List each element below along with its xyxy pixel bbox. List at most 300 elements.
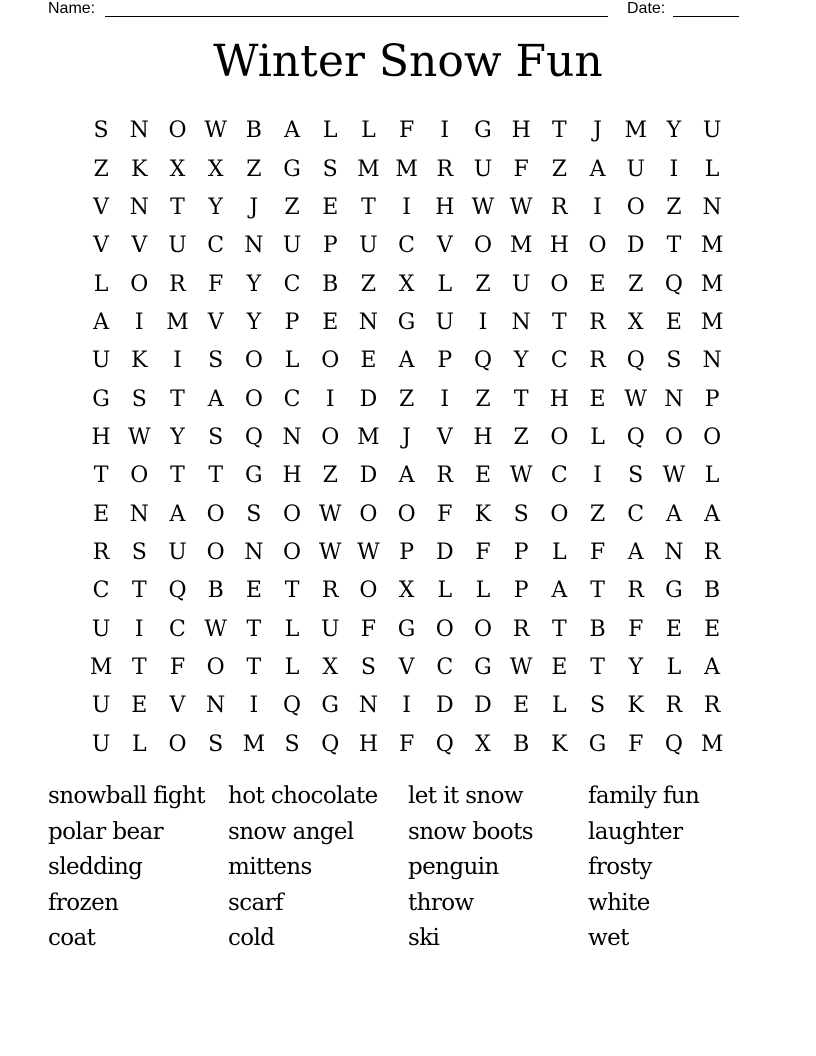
grid-letter: N [702, 194, 722, 220]
grid-letter: C [550, 463, 568, 489]
grid-letter: J [402, 424, 411, 450]
grid-letter: Y [246, 309, 262, 335]
grid-letter: S [131, 386, 147, 412]
grid-letter: C [550, 348, 568, 374]
grid-letter: V [93, 233, 110, 259]
grid-letter: N [282, 424, 302, 450]
grid-letter: Z [398, 386, 415, 412]
grid-letter: S [93, 118, 109, 144]
grid-letter: I [593, 463, 602, 489]
grid-letter: O [550, 271, 569, 297]
grid-letter: M [700, 271, 724, 297]
grid-letter: A [284, 118, 300, 144]
grid-letter: Y [666, 118, 682, 144]
grid-letter: B [322, 271, 339, 297]
grid-letter: O [397, 501, 416, 527]
grid-letter: O [703, 424, 722, 450]
grid-letter: P [284, 309, 300, 335]
grid-letter: O [550, 501, 569, 527]
grid-letter: E [93, 501, 110, 527]
grid-letter: O [283, 539, 302, 565]
grid-letter: C [436, 654, 454, 680]
grid-letter: Q [664, 271, 683, 297]
word-bank-item: frosty [588, 854, 652, 880]
grid-letter: W [624, 386, 648, 412]
grid-letter: H [549, 233, 569, 259]
grid-letter: E [665, 616, 682, 642]
grid-letter: I [134, 616, 144, 642]
grid-letter: M [357, 424, 380, 450]
grid-letter: I [134, 309, 144, 335]
grid-letter: E [322, 194, 339, 220]
grid-row [82, 265, 732, 303]
grid-letter: A [93, 309, 110, 335]
grid-letter: G [474, 118, 492, 144]
grid-letter: L [590, 424, 605, 450]
grid-letter: U [626, 156, 645, 182]
grid-letter: W [509, 194, 533, 220]
grid-letter: T [552, 118, 567, 144]
grid-letter: O [321, 424, 340, 450]
grid-letter: O [359, 578, 378, 604]
grid-row [82, 342, 732, 380]
grid-letter: A [704, 654, 721, 680]
grid-letter: S [284, 731, 300, 757]
grid-letter: U [91, 693, 111, 719]
grid-letter: U [91, 348, 111, 374]
grid-letter: E [513, 693, 530, 719]
grid-letter: D [435, 539, 454, 565]
grid-letter: A [169, 501, 186, 527]
grid-letter: U [511, 271, 531, 297]
grid-row [82, 457, 732, 495]
grid-letter: Z [322, 463, 338, 489]
grid-letter: M [624, 118, 647, 144]
grid-letter: S [208, 424, 224, 450]
grid-letter: A [704, 501, 721, 527]
grid-letter: W [662, 463, 686, 489]
grid-letter: H [511, 118, 531, 144]
grid-letter: L [284, 616, 300, 642]
grid-letter: Z [628, 271, 644, 297]
word-bank-item: family fun [588, 783, 700, 809]
grid-letter: O [664, 424, 683, 450]
grid-letter: W [204, 616, 227, 642]
grid-letter: S [208, 731, 224, 757]
grid-letter: O [321, 348, 340, 374]
word-bank-item: scarf [228, 889, 283, 916]
grid-row [82, 419, 732, 457]
grid-letter: E [474, 463, 491, 489]
grid-letter: N [129, 194, 149, 220]
grid-letter: O [244, 348, 263, 374]
grid-letter: L [361, 118, 376, 144]
grid-letter: E [322, 309, 339, 335]
word-bank-item: white [588, 889, 650, 916]
grid-letter: Z [589, 501, 606, 527]
grid-letter: E [245, 578, 262, 604]
grid-letter: H [91, 424, 111, 450]
grid-letter: C [207, 233, 225, 259]
grid-letter: Z [475, 386, 491, 412]
grid-letter: B [589, 616, 606, 642]
grid-letter: L [552, 693, 567, 719]
grid-letter: R [321, 578, 339, 604]
grid-letter: S [513, 501, 529, 527]
grid-letter: E [665, 309, 682, 335]
word-bank-item: cold [228, 925, 275, 951]
word-bank-item: wet [588, 925, 629, 951]
word-bank-item: let it snow [408, 783, 523, 809]
grid-letter: Z [666, 194, 682, 220]
grid-letter: O [473, 233, 492, 259]
grid-letter: I [593, 194, 602, 220]
grid-letter: T [131, 578, 147, 604]
grid-row [82, 380, 732, 418]
grid-letter: S [360, 654, 376, 680]
grid-letter: V [169, 693, 186, 719]
grid-letter: M [89, 654, 113, 680]
grid-row [82, 610, 732, 648]
grid-letter: A [665, 501, 682, 527]
grid-letter: N [511, 309, 531, 335]
grid-letter: O [359, 501, 378, 527]
grid-letter: L [704, 156, 720, 182]
grid-letter: X [169, 156, 186, 182]
grid-letter: X [398, 578, 415, 604]
grid-row [82, 227, 732, 265]
grid-letter: D [435, 693, 454, 719]
grid-letter: W [318, 501, 342, 527]
grid-letter: G [321, 693, 339, 719]
grid-letter: N [244, 233, 264, 259]
letter-grid [82, 112, 732, 764]
grid-letter: Z [551, 156, 567, 182]
grid-letter: M [242, 731, 266, 757]
grid-letter: O [626, 194, 645, 220]
grid-letter: T [170, 463, 185, 489]
grid-letter: R [703, 693, 721, 719]
grid-letter: H [358, 731, 378, 757]
grid-letter: N [664, 539, 684, 565]
grid-letter: A [627, 539, 644, 565]
grid-letter: F [437, 501, 453, 527]
grid-letter: D [359, 386, 378, 412]
grid-letter: N [206, 693, 226, 719]
grid-letter: F [398, 731, 415, 757]
grid-letter: R [92, 539, 110, 565]
word-bank-item: penguin [408, 854, 499, 880]
grid-letter: T [513, 386, 529, 412]
grid-letter: U [168, 539, 187, 565]
grid-letter: L [704, 463, 720, 489]
grid-letter: T [246, 616, 262, 642]
grid-letter: C [283, 271, 301, 297]
grid-letter: Y [208, 194, 223, 220]
grid-letter: R [627, 578, 644, 604]
word-bank-item: ski [408, 925, 440, 951]
grid-row [82, 726, 732, 764]
grid-letter: U [282, 233, 302, 259]
grid-letter: O [168, 118, 187, 144]
grid-letter: C [398, 233, 416, 259]
grid-letter: F [513, 156, 529, 182]
word-bank-item: hot chocolate [228, 783, 378, 809]
grid-letter: Q [626, 424, 645, 450]
grid-letter: G [283, 156, 301, 182]
grid-letter: Z [513, 424, 529, 450]
grid-letter: T [361, 194, 376, 220]
grid-letter: T [666, 233, 682, 259]
grid-letter: Z [475, 271, 491, 297]
grid-letter: E [704, 616, 721, 642]
grid-letter: M [700, 233, 724, 259]
grid-letter: W [357, 539, 380, 565]
grid-row [82, 304, 732, 342]
grid-letter: L [475, 578, 491, 604]
grid-letter: B [704, 578, 721, 604]
grid-letter: L [93, 271, 109, 297]
word-bank-item: mittens [228, 854, 312, 880]
grid-letter: N [664, 386, 684, 412]
grid-letter: A [589, 156, 606, 182]
grid-letter: O [550, 424, 569, 450]
grid-letter: P [437, 348, 453, 374]
grid-letter: U [91, 731, 111, 757]
grid-letter: P [399, 539, 414, 565]
word-bank-item: snow boots [408, 818, 533, 845]
grid-letter: O [130, 271, 149, 297]
grid-letter: G [474, 654, 492, 680]
grid-letter: T [246, 654, 262, 680]
grid-letter: F [628, 731, 644, 757]
grid-letter: L [322, 118, 338, 144]
grid-letter: V [398, 654, 415, 680]
grid-letter: M [700, 309, 724, 335]
grid-letter: C [169, 616, 186, 642]
grid-letter: X [322, 654, 339, 680]
grid-letter: P [704, 386, 720, 412]
grid-letter: O [130, 463, 149, 489]
word-bank-item: snowball fight [48, 783, 205, 809]
grid-letter: W [509, 654, 533, 680]
grid-letter: W [318, 539, 342, 565]
grid-letter: F [398, 118, 415, 144]
grid-letter: L [552, 539, 567, 565]
grid-letter: I [402, 194, 411, 220]
grid-letter: N [244, 539, 264, 565]
grid-letter: I [478, 309, 488, 335]
grid-letter: C [92, 578, 110, 604]
grid-letter: O [435, 616, 454, 642]
grid-letter: V [207, 309, 224, 335]
word-bank-item: snow angel [228, 818, 354, 845]
grid-letter: H [435, 194, 455, 220]
grid-letter: Q [244, 424, 263, 450]
grid-letter: E [589, 386, 606, 412]
grid-row [82, 687, 732, 725]
grid-letter: I [440, 118, 450, 144]
grid-letter: Y [170, 424, 185, 450]
grid-letter: P [513, 539, 529, 565]
grid-letter: M [166, 309, 189, 335]
grid-letter: L [437, 578, 453, 604]
grid-letter: U [702, 118, 722, 144]
grid-letter: F [360, 616, 377, 642]
grid-letter: F [589, 539, 606, 565]
grid-letter: X [475, 731, 491, 757]
grid-letter: K [131, 348, 148, 374]
grid-letter: T [590, 654, 605, 680]
grid-letter: T [93, 463, 109, 489]
grid-letter: W [204, 118, 227, 144]
grid-letter: K [474, 501, 492, 527]
grid-letter: L [666, 654, 682, 680]
grid-letter: O [283, 501, 302, 527]
grid-letter: X [627, 309, 644, 335]
grid-letter: B [207, 578, 224, 604]
grid-letter: U [435, 309, 455, 335]
header [48, 0, 748, 20]
grid-letter: K [627, 693, 644, 719]
grid-letter: N [358, 693, 379, 719]
grid-letter: T [131, 654, 147, 680]
grid-letter: R [436, 463, 454, 489]
grid-letter: T [552, 309, 567, 335]
grid-letter: O [206, 539, 225, 565]
grid-letter: R [665, 693, 683, 719]
grid-letter: T [208, 463, 223, 489]
grid-letter: I [173, 348, 182, 374]
grid-row [82, 495, 732, 533]
grid-letter: L [131, 731, 147, 757]
grid-letter: V [436, 233, 453, 259]
grid-letter: Q [435, 731, 454, 757]
grid-letter: G [92, 386, 110, 412]
grid-letter: G [665, 578, 683, 604]
grid-letter: W [127, 424, 151, 450]
grid-letter: M [357, 156, 380, 182]
grid-letter: N [702, 348, 722, 374]
word-bank-item: throw [408, 889, 474, 916]
grid-letter: V [93, 194, 110, 220]
grid-letter: E [589, 271, 606, 297]
grid-letter: K [131, 156, 148, 182]
grid-letter: H [282, 463, 302, 489]
grid-letter: W [471, 194, 495, 220]
grid-letter: H [549, 386, 569, 412]
grid-letter: U [359, 233, 378, 259]
grid-letter: E [131, 693, 148, 719]
grid-letter: O [168, 731, 187, 757]
name-blank-line [105, 16, 608, 17]
grid-letter: I [325, 386, 335, 412]
grid-letter: D [474, 693, 492, 719]
grid-letter: R [436, 156, 454, 182]
grid-letter: B [513, 731, 530, 757]
grid-letter: X [398, 271, 415, 297]
grid-letter: N [358, 309, 379, 335]
grid-letter: Q [168, 578, 187, 604]
grid-letter: T [170, 386, 185, 412]
grid-letter: G [245, 463, 263, 489]
grid-letter: S [322, 156, 338, 182]
grid-letter: M [509, 233, 533, 259]
grid-letter: R [589, 309, 606, 335]
grid-row [82, 649, 732, 687]
grid-letter: O [244, 386, 263, 412]
grid-letter: G [588, 731, 607, 757]
word-bank-item: coat [48, 925, 96, 951]
grid-letter: Z [246, 156, 262, 182]
date-label: Date: [627, 0, 666, 17]
grid-letter: Q [283, 693, 302, 719]
grid-letter: T [590, 578, 605, 604]
grid-letter: O [206, 501, 225, 527]
grid-letter: T [284, 578, 300, 604]
grid-letter: R [589, 348, 606, 374]
grid-letter: I [249, 693, 259, 719]
grid-letter: D [359, 463, 378, 489]
grid-letter: Y [628, 654, 643, 680]
grid-letter: U [320, 616, 340, 642]
grid-letter: T [552, 616, 567, 642]
grid-letter: Q [473, 348, 492, 374]
grid-row [82, 112, 732, 150]
grid-letter: J [593, 118, 602, 144]
grid-letter: N [129, 118, 149, 144]
grid-letter: L [284, 654, 300, 680]
grid-letter: L [437, 271, 453, 297]
grid-letter: K [551, 731, 568, 757]
grid-letter: F [208, 271, 224, 297]
grid-letter: Q [626, 348, 645, 374]
grid-letter: G [397, 616, 416, 642]
grid-letter: U [91, 616, 111, 642]
grid-letter: E [551, 654, 568, 680]
grid-letter: C [627, 501, 645, 527]
grid-row [82, 150, 732, 188]
grid-letter: X [207, 156, 224, 182]
grid-letter: O [206, 654, 225, 680]
grid-letter: W [509, 463, 533, 489]
grid-letter: A [207, 386, 224, 412]
grid-letter: P [322, 233, 338, 259]
grid-letter: T [170, 194, 185, 220]
word-bank [48, 779, 768, 957]
grid-letter: U [168, 233, 187, 259]
grid-letter: U [473, 156, 493, 182]
name-label: Name: [48, 0, 96, 17]
grid-letter: Q [664, 731, 683, 757]
grid-letter: S [208, 348, 224, 374]
grid-letter: R [703, 539, 721, 565]
grid-letter: C [283, 386, 301, 412]
grid-letter: A [398, 463, 415, 489]
grid-letter: Y [246, 271, 262, 297]
grid-row [82, 189, 732, 227]
grid-letter: R [551, 194, 568, 220]
grid-letter: L [284, 348, 300, 374]
grid-letter: S [666, 348, 682, 374]
grid-row [82, 534, 732, 572]
grid-letter: V [131, 233, 148, 259]
grid-letter: R [512, 616, 530, 642]
grid-letter: A [398, 348, 415, 374]
grid-letter: Y [513, 348, 529, 374]
grid-letter: O [588, 233, 607, 259]
grid-letter: G [397, 309, 416, 335]
